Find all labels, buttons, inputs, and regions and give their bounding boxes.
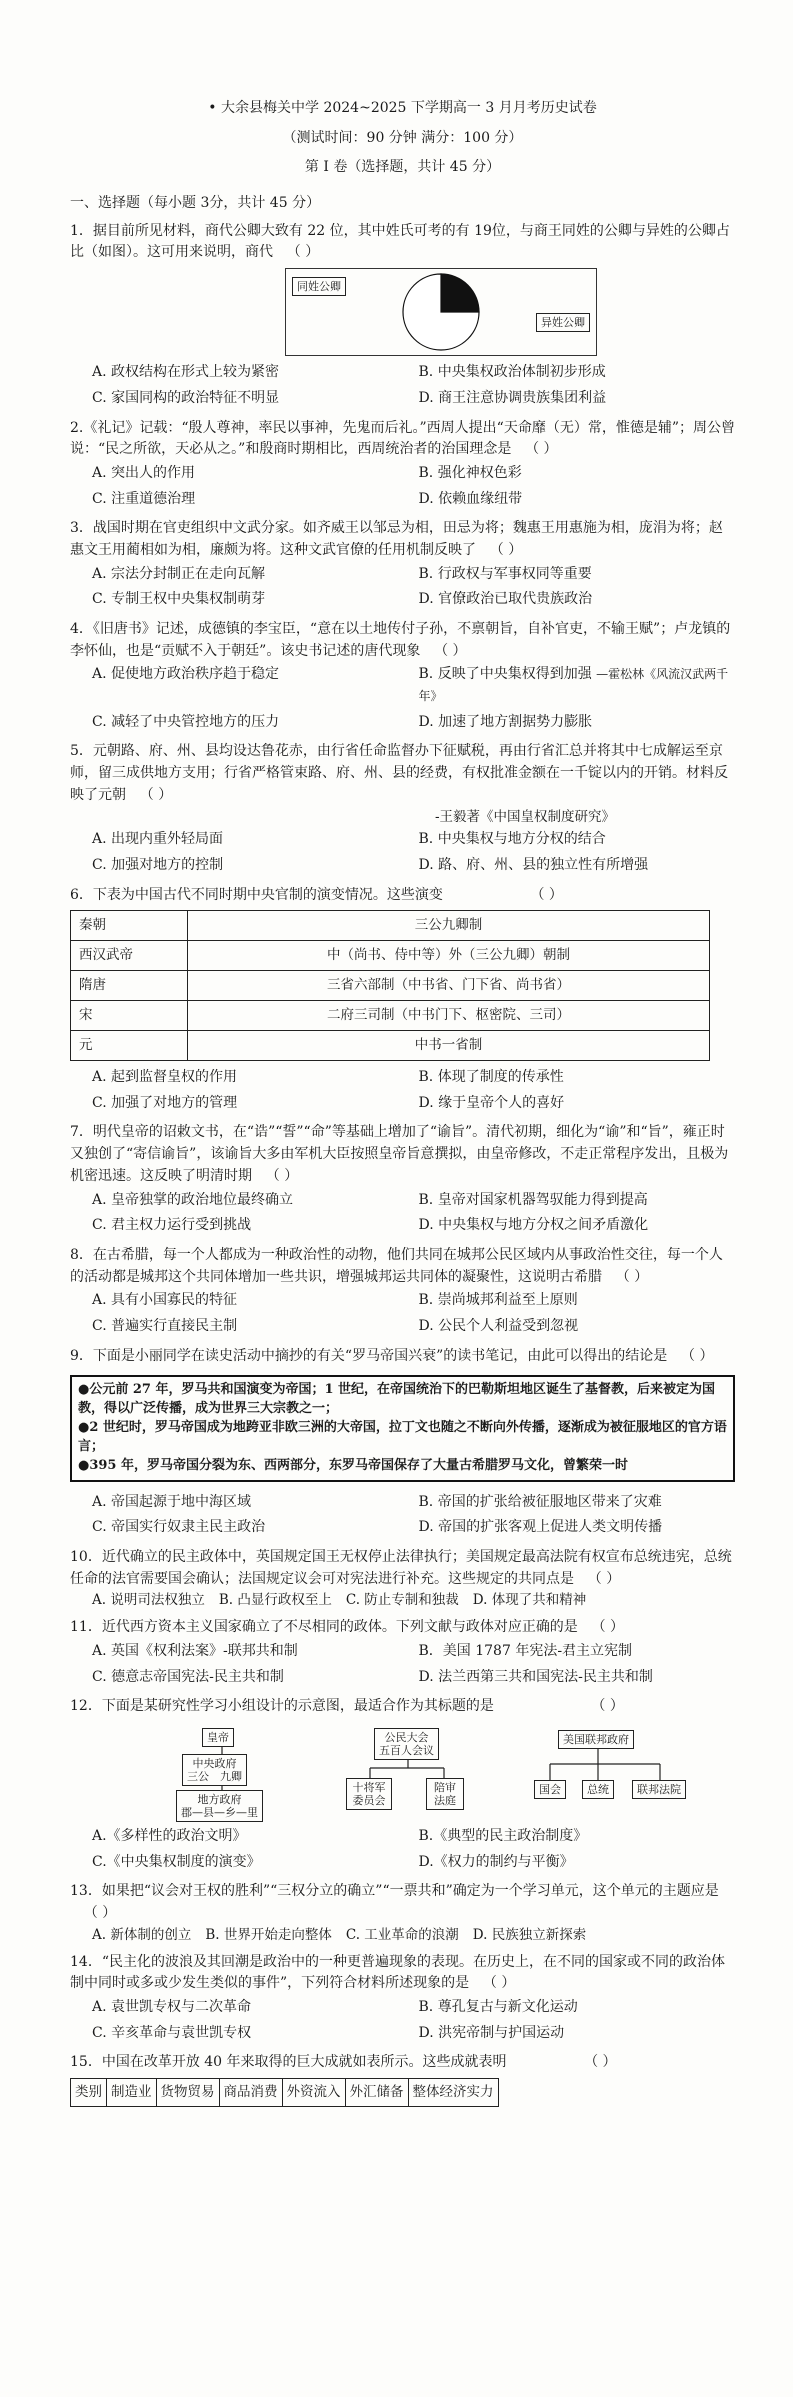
options [92, 1995, 735, 2046]
option-a[interactable]: A. 出现内重外轻局面 [92, 831, 224, 848]
option-d[interactable]: D. 加速了地方割据势力膨胀 [418, 713, 593, 730]
table-cell: 秦朝 [71, 911, 188, 941]
option-c[interactable]: C. 家国同构的政治特征不明显 [92, 389, 280, 406]
answer-paren: （ ） [434, 642, 467, 659]
question-1 [70, 221, 735, 412]
table-row [71, 1031, 710, 1061]
table-cell: 制造业 [107, 2079, 157, 2107]
option-d[interactable]: D. 路、府、州、县的独立性有所增强 [418, 857, 649, 874]
option-b[interactable]: B. 中央集权与地方分权的结合 [418, 831, 606, 848]
option-b[interactable]: B. 行政权与军事权同等重要 [418, 565, 592, 582]
answer-paren: （ ） [265, 1167, 299, 1184]
question-stem: 11．近代西方资本主义国家确立了不尽相同的政体。下列文献与政体对应正确的是 [70, 1619, 578, 1636]
options [92, 461, 735, 512]
question-11 [70, 1617, 735, 1690]
reading-notes-box [70, 1375, 735, 1481]
answer-paren: （ ） [83, 1905, 117, 1922]
table-cell: 宋 [71, 1001, 188, 1031]
question-stem: 12．下面是某研究性学习小组设计的示意图，最适合作为其标题的是 [70, 1698, 494, 1715]
option-b-text: B. 反映了中央集权得到加强 [418, 666, 592, 683]
node-line: 三公 九卿 [187, 1770, 242, 1784]
option-c[interactable]: C. 辛亥革命与袁世凯专权 [92, 2024, 252, 2041]
question-9 [70, 1346, 735, 1541]
table-cell: 货物贸易 [156, 2079, 219, 2107]
table-cell: 二府三司制（中书门下、枢密院、三司） [188, 1001, 710, 1031]
pie-label-same-surname: 同姓公卿 [292, 277, 346, 296]
node-court: 联邦法院 [632, 1780, 686, 1799]
option-a[interactable]: A. 起到监督皇权的作用 [92, 1069, 238, 1086]
section-heading: 一、选择题（每小题 3分，共计 45 分） [70, 195, 321, 212]
officialdom-table [70, 910, 710, 1061]
table-cell: 中书一省制 [188, 1031, 710, 1061]
option-d[interactable]: D. 体现了共和精神 [472, 1592, 587, 1609]
table-cell: 外资流入 [282, 2079, 345, 2107]
option-a[interactable]: A. 新体制的创立 [92, 1926, 192, 1943]
question-stem: 13．如果把“议会对王权的胜利”“三权分立的确立”“一票共和”确定为一个学习单元，这个单元的主题应是 [70, 1883, 719, 1900]
question-10 [70, 1547, 735, 1611]
option-b[interactable]: B. 皇帝对国家机器驾驭能力得到提高 [418, 1191, 648, 1208]
node-central-gov [182, 1754, 247, 1786]
option-d[interactable]: D. 帝国的扩张客观上促进人类文明传播 [418, 1519, 663, 1536]
option-a[interactable]: A. 具有小国寡民的特征 [92, 1292, 238, 1309]
answer-paren: （ ） [615, 1268, 649, 1285]
option-a[interactable]: A. 帝国起源于地中海区域 [92, 1493, 252, 1510]
question-stem: 4．《旧唐书》记述，成德镇的李宝臣，“意在以土地传付子孙，不禀朝旨，自补官吏，不输王赋”；卢龙镇的李怀仙，也是“贡赋不入于朝廷”。该史书记述的唐代现象 [70, 621, 731, 659]
option-b[interactable]: B.《典型的民主政治制度》 [418, 1827, 588, 1844]
question-stem: 10．近代确立的民主政体中，英国规定国王无权停止法律执行；美国规定最高法院有权宣布总统违宪，总统任命的法官需要国会确认；法国规定议会可对宪法进行补充。这些规定的共同点是 [70, 1548, 732, 1587]
option-c[interactable]: C. 加强对地方的控制 [92, 857, 224, 874]
option-a[interactable]: A. 宗法分封制正在走向瓦解 [92, 565, 266, 582]
note-item: ●2 世纪时，罗马帝国成为地跨亚非欧三洲的大帝国，拉丁文也随之不断向外传播，逐渐成为被征服地区的官方语言； [78, 1420, 727, 1454]
options [92, 1490, 735, 1541]
option-a[interactable]: A. 袁世凯专权与二次革命 [92, 1999, 252, 2016]
question-6 [70, 885, 735, 1117]
answer-paren: （ ） [587, 1570, 621, 1587]
options [92, 662, 735, 735]
options [92, 1065, 735, 1116]
answer-paren: （ ） [530, 886, 563, 903]
node-emperor: 皇帝 [202, 1728, 234, 1747]
option-b[interactable]: B. 中央集权政治体制初步形成 [418, 364, 606, 381]
option-c[interactable]: C. 普遍实行直接民主制 [92, 1317, 238, 1334]
achievements-table [70, 2078, 499, 2107]
question-stem: 15．中国在改革开放 40 年来取得的巨大成就如表所示。这些成就表明 [70, 2054, 507, 2071]
question-13 [70, 1881, 735, 1945]
option-b[interactable]: B. 强化神权色彩 [418, 464, 522, 481]
answer-paren: （ ） [584, 2054, 617, 2071]
note-item: ●公元前 27 年，罗马共和国演变为帝国；1 世纪，在帝国统治下的巴勒斯坦地区诞生了基督教，后来被定为国教，得以广泛传播，成为世界三大宗教之一； [78, 1382, 716, 1417]
option-c[interactable]: C. 专制王权中央集权制萌芽 [92, 591, 266, 608]
option-a[interactable]: A.《多样性的政治文明》 [92, 1827, 247, 1844]
node-line: 五百人会议 [379, 1744, 434, 1758]
options [92, 1288, 735, 1339]
node-line: 中央政府 [192, 1756, 237, 1770]
pie-slice-0 [441, 274, 479, 312]
node-line: 郡—县—乡—里 [181, 1806, 258, 1820]
question-14 [70, 1952, 735, 2047]
option-b[interactable]: B. 世界开始走向整体 [205, 1926, 332, 1943]
option-c[interactable]: C. 减轻了中央管控地方的压力 [92, 713, 280, 730]
question-stem: 7．明代皇帝的诏敕文书，在“诰”“誓”“命”等基础上增加了“谕旨”。清代初期，细化为“谕”和“旨”，雍正时又独创了“寄信谕旨”，该谕旨大多由军机大臣按照皇帝旨意撰拟，由皇帝修改，不走正常程序发出，且极为机密迅速。这反映了明清时期 [70, 1124, 729, 1184]
options [92, 1590, 735, 1611]
answer-paren: （ ） [591, 1619, 625, 1636]
table-row [71, 941, 710, 971]
option-b[interactable]: B. 凸显行政权至上 [218, 1592, 332, 1609]
options [92, 1188, 735, 1239]
table-cell: 中（尚书、侍中等）外（三公九卿）朝制 [188, 941, 710, 971]
table-cell: 整体经济实力 [408, 2079, 498, 2107]
option-c[interactable]: C. 注重道德治理 [92, 490, 196, 507]
question-2 [70, 418, 735, 513]
question-stem: 1．据目前所见材料，商代公卿大致有 22 位，其中姓氏可考的有 19位，与商王同姓的公卿与异姓的公卿占比（如图）。这可用来说明，商代 [70, 222, 730, 261]
schematic-diagrams [70, 1724, 735, 1820]
option-d[interactable]: D. 公民个人利益受到忽视 [418, 1317, 579, 1334]
pie-chart [396, 269, 486, 355]
options [92, 827, 735, 878]
table-cell: 隋唐 [71, 971, 188, 1001]
option-b[interactable]: B. 帝国的扩张给被征服地区带来了灾难 [418, 1493, 662, 1510]
question-stem: 6．下表为中国古代不同时期中央官制的演变情况。这些演变 [70, 886, 443, 903]
answer-paren: （ ） [681, 1347, 714, 1364]
option-d[interactable]: D. 缘于皇帝个人的喜好 [418, 1094, 565, 1111]
answer-paren: （ ） [482, 1975, 516, 1992]
option-d[interactable]: D. 商王注意协调贵族集团利益 [418, 389, 607, 406]
table-row [71, 1001, 710, 1031]
options [92, 1925, 735, 1946]
options [92, 562, 735, 613]
pie-label-other-surname: 异姓公卿 [536, 313, 590, 332]
table-cell: 西汉武帝 [71, 941, 188, 971]
option-d[interactable]: D. 依赖血缘纽带 [418, 490, 523, 507]
option-d[interactable]: D. 洪宪帝制与护国运动 [418, 2024, 565, 2041]
node-generals: 十将军委员会 [346, 1778, 392, 1810]
answer-paren: （ ） [591, 1698, 624, 1715]
question-stem: 2.《礼记》记载：“殷人尊神，率民以事神，先鬼而后礼。”西周人提出“天命靡（无）常，惟德是辅”；周公曾说：“民之所欲，天必从之。”和殷商时期相比，西周统治者的治国理念是 [70, 419, 735, 458]
option-c[interactable]: C.《中央集权制度的演变》 [92, 1853, 261, 1870]
source-citation: -王毅著《中国皇权制度研究》 [434, 808, 615, 825]
question-8 [70, 1245, 735, 1340]
overlapping-source: —霍松林《风流汉武两千年》 [418, 667, 729, 704]
option-b[interactable]: B. 尊孔复古与新文化运动 [418, 1999, 578, 2016]
option-a[interactable]: A. 皇帝独掌的政治地位最终确立 [92, 1191, 294, 1208]
question-3 [70, 518, 735, 613]
table-row [71, 911, 710, 941]
option-a[interactable]: A. 说明司法权独立 [92, 1592, 205, 1609]
table-cell: 三公九卿制 [188, 911, 710, 941]
node-jury: 陪审法庭 [426, 1778, 464, 1810]
options [92, 360, 735, 411]
question-stem: 8．在古希腊，每一个人都成为一种政治性的动物，他们共同在城邦公民区域内从事政治性交往，每一个人的活动都是城邦这个共同体增加一些共识，增强城邦运共同体的凝聚性，这说明古希腊 [70, 1246, 723, 1285]
question-15 [70, 2052, 735, 2107]
options [92, 1639, 735, 1690]
answer-paren: （ ） [489, 541, 523, 558]
question-stem: 5．元朝路、府、州、县均设达鲁花赤，由行省任命监督办下征赋税，再由行省汇总并将其中七成解运至京师，留三成供地方支用；行省严格管束路、府、州、县的经费，有权批准金额在一千锭以内的开销。材料反映了元朝 [70, 743, 728, 803]
question-5 [70, 741, 735, 878]
option-d[interactable]: D. 官僚政治已取代贵族政治 [418, 591, 593, 608]
option-c[interactable]: C. 德意志帝国宪法-民主共和制 [92, 1668, 284, 1685]
option-c[interactable]: C. 君主权力运行受到挑战 [92, 1217, 252, 1234]
option-c[interactable]: C. 防止专制和独裁 [345, 1592, 459, 1609]
table-cell: 外汇储备 [345, 2079, 408, 2107]
table-cell: 商品消费 [219, 2079, 282, 2107]
table-cell: 三省六部制（中书省、门下省、尚书省） [188, 971, 710, 1001]
table-cell: 类别 [71, 2079, 107, 2107]
answer-paren: （ ） [139, 786, 173, 803]
option-d[interactable]: D. 法兰西第三共和国宪法-民主共和制 [418, 1668, 653, 1685]
question-stem: 9．下面是小丽同学在读史活动中摘抄的有关“罗马帝国兴衰”的读书笔记，由此可以得出的结论是 [70, 1347, 668, 1364]
question-4 [70, 619, 735, 735]
node-congress: 国会 [534, 1780, 566, 1799]
question-7 [70, 1122, 735, 1238]
question-stem: 14．“民主化的波浪及其回潮是政治中的一种更普遍现象的表现。在历史上，在不同的国家或不同的政治体制中同时或多或少发生类似的事件”，下列符合材料所述现象的是 [70, 1953, 725, 1992]
question-stem: 3．战国时期在官吏组织中文武分家。如齐威王以邹忌为相，田忌为将；魏惠王用惠施为相，庞涓为将；赵惠文王用蔺相如为相，廉颇为将。这种文武官僚的任用机制反映了 [70, 520, 723, 558]
option-b[interactable]: B．美国 1787 年宪法-君主立宪制 [418, 1642, 633, 1659]
option-c[interactable]: C. 工业革命的浪潮 [345, 1926, 459, 1943]
node-local-gov [176, 1790, 263, 1822]
option-b[interactable]: B. 体现了制度的传承性 [418, 1069, 564, 1086]
option-a[interactable]: A. 英国《权利法案》-联邦共和制 [92, 1642, 298, 1659]
option-a[interactable]: A. 促使地方政治秩序趋于稳定 [92, 666, 280, 683]
option-a[interactable]: A. 政权结构在形式上较为紧密 [92, 364, 280, 381]
node-assembly [374, 1728, 439, 1760]
node-line: 公民大会 [384, 1730, 429, 1744]
option-d[interactable]: D. 中央集权与地方分权之间矛盾激化 [418, 1217, 649, 1234]
table-row [71, 2079, 499, 2107]
note-item: ●395 年，罗马帝国分裂为东、西两部分，东罗马帝国保存了大量古希腊罗马文化，曾繁荣一时 [78, 1457, 629, 1473]
node-line: 地方政府 [197, 1792, 242, 1806]
option-d[interactable]: D.《权力的制约与平衡》 [418, 1853, 574, 1870]
pie-figure [285, 268, 597, 356]
table-row [71, 971, 710, 1001]
answer-paren: （ ） [525, 441, 558, 458]
exam-subtitle: （测试时间：90 分钟 满分：100 分） [282, 129, 523, 146]
question-12 [70, 1696, 735, 1875]
options [92, 1824, 735, 1875]
answer-paren: （ ） [286, 244, 320, 261]
option-c[interactable]: C. 加强了对地方的管理 [92, 1094, 238, 1111]
option-a[interactable]: A. 突出人的作用 [92, 464, 196, 481]
volume-title: 第 I 卷（选择题，共计 45 分） [304, 159, 501, 176]
option-b[interactable]: B. 崇尚城邦利益至上原则 [418, 1292, 578, 1309]
node-president: 总统 [582, 1780, 614, 1799]
option-c[interactable]: C. 帝国实行奴隶主民主政治 [92, 1519, 266, 1536]
option-d[interactable]: D. 民族独立新探索 [472, 1926, 587, 1943]
table-cell: 元 [71, 1031, 188, 1061]
exam-title: • 大余县梅关中学 2024~2025 下学期高一 3 月月考历史试卷 [208, 100, 597, 116]
node-federal-gov: 美国联邦政府 [558, 1730, 634, 1749]
option-b[interactable] [419, 662, 736, 709]
